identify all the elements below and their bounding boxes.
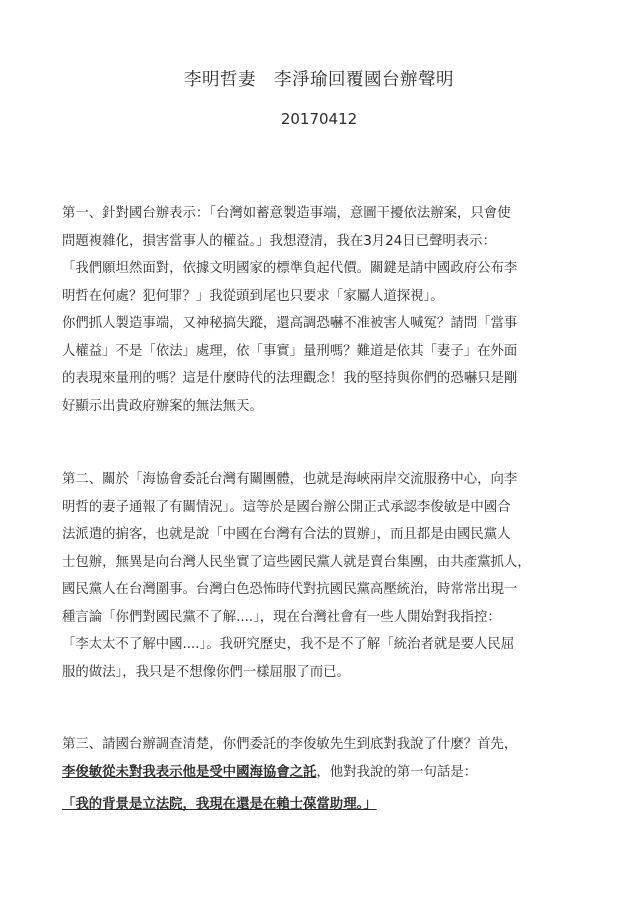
paragraph-line: 服的做法」，我只是不想像你們一樣屈服了而已。 xyxy=(62,664,350,680)
paragraph-line: 「我們願坦然面對，依據文明國家的標準負起代價。關鍵是請中國政府公布李 xyxy=(62,261,518,276)
paragraph-line: 「李太太不了解中國....」。我研究歷史，我不是不了解「統治者就是要人民屈 xyxy=(62,637,515,652)
paragraph-line: 的表現來量刑的嗎？這是什麼時代的法理觀念！我的堅持與你們的恐嚇只是剛 xyxy=(62,371,518,386)
paragraph-line: 人權益」不是「依法」處理，依「事實」量刑嗎？難道是依其「妻子」在外面 xyxy=(62,343,518,359)
emphasized-quote: 「我的背景是立法院，我現在還是在賴士葆當助理。」 xyxy=(62,797,377,812)
paragraph-line: 你們抓人製造事端，又神秘搞失蹤，還高調恐嚇不准被害人喊冤？請問「當事 xyxy=(62,316,518,331)
paragraph-line: 明哲在何處？犯何罪？」我從頭到尾也只要求「家屬人道探視」。 xyxy=(62,288,444,304)
paragraph-line: 第三、請國台辦調查清楚，你們委託的李俊敏先生到底對我說了什麼？首先， xyxy=(62,737,518,752)
section-one xyxy=(62,200,592,420)
document-date: 20170412 xyxy=(280,110,358,128)
paragraph-line: 明哲的妻子通報了有關情況」。這等於是國台辦公開正式承認李俊敏是中國合 xyxy=(62,499,511,515)
paragraph-line: 第一、針對國台辦表示：「台灣如蓄意製造事端，意圖干擾依法辦案，只會使 xyxy=(62,206,511,221)
paragraph-line xyxy=(62,759,592,787)
paragraph-line: 士包辦，無異是向台灣人民坐實了這些國民黨人就是賣台集團，由共產黨抓人， xyxy=(62,554,531,570)
paragraph-line: 法派遣的掮客，也就是說「中國在台灣有合法的買辦」，而且都是由國民黨人 xyxy=(62,527,511,542)
paragraph-line: 國民黨人在台灣圍事。台灣白色恐怖時代對抗國民黨高壓統治，時常常出現一 xyxy=(62,582,518,597)
paragraph-line: 種言論「你們對國民黨不了解....」，現在台灣社會有一些人開始對我指控： xyxy=(62,609,501,625)
section-two xyxy=(62,466,592,686)
paragraph-line xyxy=(62,791,592,819)
paragraph-line: 第二、關於「海協會委託台灣有關團體，也就是海峽兩岸交流服務中心，向李 xyxy=(62,472,518,487)
emphasized-text: 李俊敏從未對我表示他是受中國海協會之託 xyxy=(62,764,317,780)
paragraph-text: ，他對我說的第一句話是： xyxy=(316,764,478,780)
section-three xyxy=(62,731,592,819)
paragraph-line: 問題複雜化，損害當事人的權益。」我想澄清，我在3月24日已聲明表示： xyxy=(62,233,496,249)
document-title: 李明哲妻 李淨瑜回覆國台辦聲明 xyxy=(184,70,454,90)
paragraph-line: 好顯示出貴政府辦案的無法無天。 xyxy=(62,398,263,414)
